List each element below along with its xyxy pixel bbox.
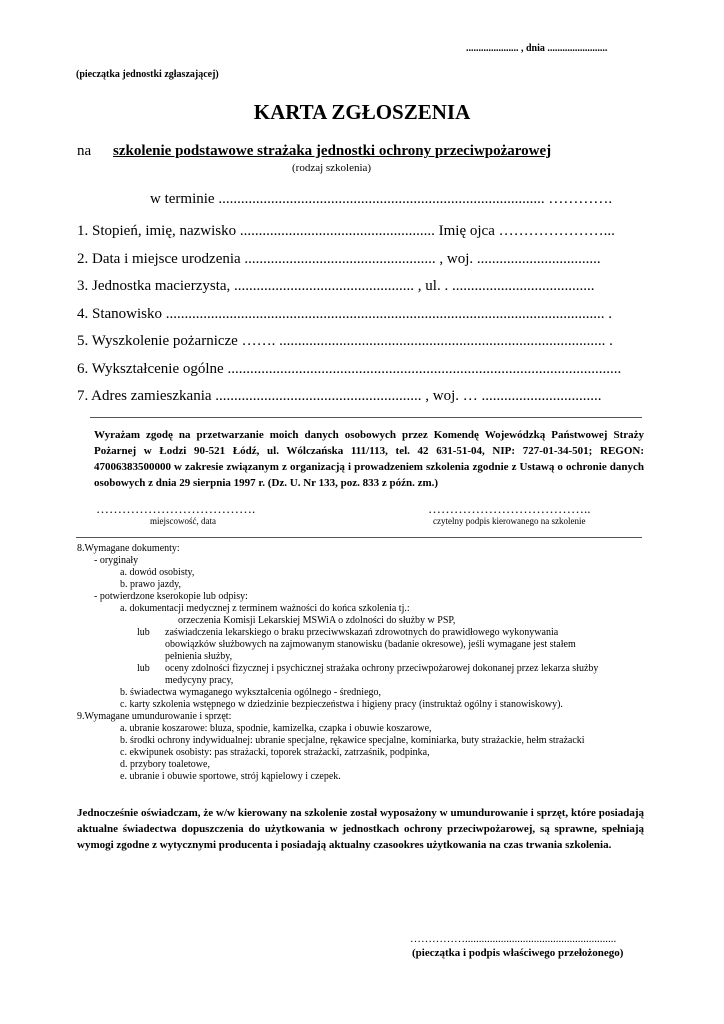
- req-item: b. środki ochrony indywidualnej: ubranie specjalne, rękawice specjalne, kominiarka, buty strażackie, hełm strażacki: [120, 735, 585, 746]
- field-fire-training[interactable]: 5. Wyszkolenie pożarnicze ……. ....................................................................................... .: [77, 333, 613, 349]
- place-date-caption: miejscowość, data: [150, 516, 216, 526]
- req-item: a. dokumentacji medycznej z terminem ważności do końca szkolenia tj.:: [120, 603, 410, 614]
- signature-dots[interactable]: ………………………………..: [428, 501, 591, 516]
- req-subitem: orzeczenia Komisji Lekarskiej MSWiA o zdolności do służby w PSP,: [178, 615, 456, 626]
- training-name: szkolenie podstawowe strażaka jednostki ochrony przeciwpożarowej: [113, 143, 552, 159]
- field-address[interactable]: 7. Adres zamieszkania ....................................................... , woj. … ................................: [77, 388, 602, 404]
- signature-caption: czytelny podpis kierowanego na szkolenie: [433, 516, 586, 526]
- place-date-dots[interactable]: ……………………………….: [96, 501, 256, 516]
- term-field[interactable]: w terminie ....................................................................................... ………….: [150, 191, 613, 207]
- req-subitem: zaświadczenia lekarskiego o braku przeciwwskazań zdrowotnych do prawidłowego wykonywania: [165, 627, 559, 638]
- field-education[interactable]: 6. Wykształcenie ogólne .........................................................................................................: [77, 361, 622, 377]
- page-title: KARTA ZGŁOSZENIA: [253, 100, 471, 124]
- divider: [90, 417, 642, 418]
- field-birth[interactable]: 2. Data i miejsce urodzenia ................................................... , woj. .................................: [77, 251, 601, 267]
- req-documents-heading: 8.Wymagane dokumenty:: [77, 543, 180, 554]
- supervisor-dots[interactable]: …………….......................................................: [410, 933, 617, 945]
- field-position[interactable]: 4. Stanowisko ..................................................................................................................... .: [77, 306, 613, 322]
- declaration-text: Jednocześnie oświadczam, że w/w kierowany na szkolenie został wyposażony w umundurowanie i sprzęt, które posiadają aktualne świadectwa dopuszczenia do użytkowania w jednostkach ochrony przeciwpożarowej, są sprawne, spełniają wymogi zgodne z wytycznymi producenta i posiadają aktualny czasookres użytkowania na czas trwania szkolenia.: [77, 807, 644, 851]
- req-or: lub: [137, 663, 150, 674]
- req-item: a. dowód osobisty,: [120, 567, 195, 578]
- req-or: lub: [137, 627, 150, 638]
- stamp-label: (pieczątka jednostki zgłaszającej): [76, 69, 219, 80]
- divider: [76, 537, 642, 538]
- field-home-unit[interactable]: 3. Jednostka macierzysta, ................................................ , ul. . ......................................: [77, 278, 595, 294]
- consent-text: Wyrażam zgodę na przetwarzanie moich danych osobowych przez Komendę Wojewódzką Państwowej Straży Pożarnej w Łodzi 90-521 Łódź, ul. Wólczańska 111/113, tel. 42 631-51-04, NIP: 727-01-34-501; REGON: 47006383500000 w zakresie związanym z organizacją i prowadzeniem szkolenia zgodnie z Ustawą o ochronie danych osobowych z dnia 29 sierpnia 1997 r. (Dz. U. Nr 133, poz. 833 z późn. zm.): [94, 429, 644, 489]
- req-item: b. świadectwa wymaganego wykształcenia ogólnego - średniego,: [120, 687, 382, 698]
- req-copies: - potwierdzone kserokopie lub odpisy:: [94, 591, 248, 602]
- req-subitem: pełnienia służby,: [165, 651, 233, 662]
- training-prefix: na: [77, 143, 92, 159]
- req-subitem: obowiązków służbowych na zajmowanym stanowisku (badanie okresowe), jeśli wymagane jest stałem: [165, 639, 576, 650]
- req-item: b. prawo jazdy,: [120, 579, 181, 590]
- date-line: ..................... , dnia ........................: [466, 43, 608, 54]
- training-caption: (rodzaj szkolenia): [292, 162, 372, 174]
- req-equipment-heading: 9.Wymagane umundurowanie i sprzęt:: [77, 711, 232, 722]
- req-item: c. ekwipunek osobisty: pas strażacki, toporek strażacki, zatrzaśnik, podpinka,: [120, 747, 430, 758]
- supervisor-caption: (pieczątka i podpis właściwego przełożonego): [412, 947, 624, 959]
- req-item: e. ubranie i obuwie sportowe, strój kąpielowy i czepek.: [120, 771, 341, 782]
- field-rank-name[interactable]: 1. Stopień, imię, nazwisko .................................................... Imię ojca …………………...: [77, 223, 615, 239]
- req-subitem: oceny zdolności fizycznej i psychicznej strażaka ochrony przeciwpożarowej dokonanej przez lekarza służby: [165, 663, 599, 674]
- req-item: c. karty szkolenia wstępnego w dziedzinie bezpieczeństwa i higieny pracy (instruktaż ogólny i stanowiskowy).: [120, 699, 563, 710]
- req-item: a. ubranie koszarowe: bluza, spodnie, kamizelka, czapka i obuwie koszarowe,: [120, 723, 432, 734]
- req-item: d. przybory toaletowe,: [120, 759, 210, 770]
- req-subitem: medycyny pracy,: [165, 675, 234, 686]
- req-originals: - oryginały: [94, 555, 139, 566]
